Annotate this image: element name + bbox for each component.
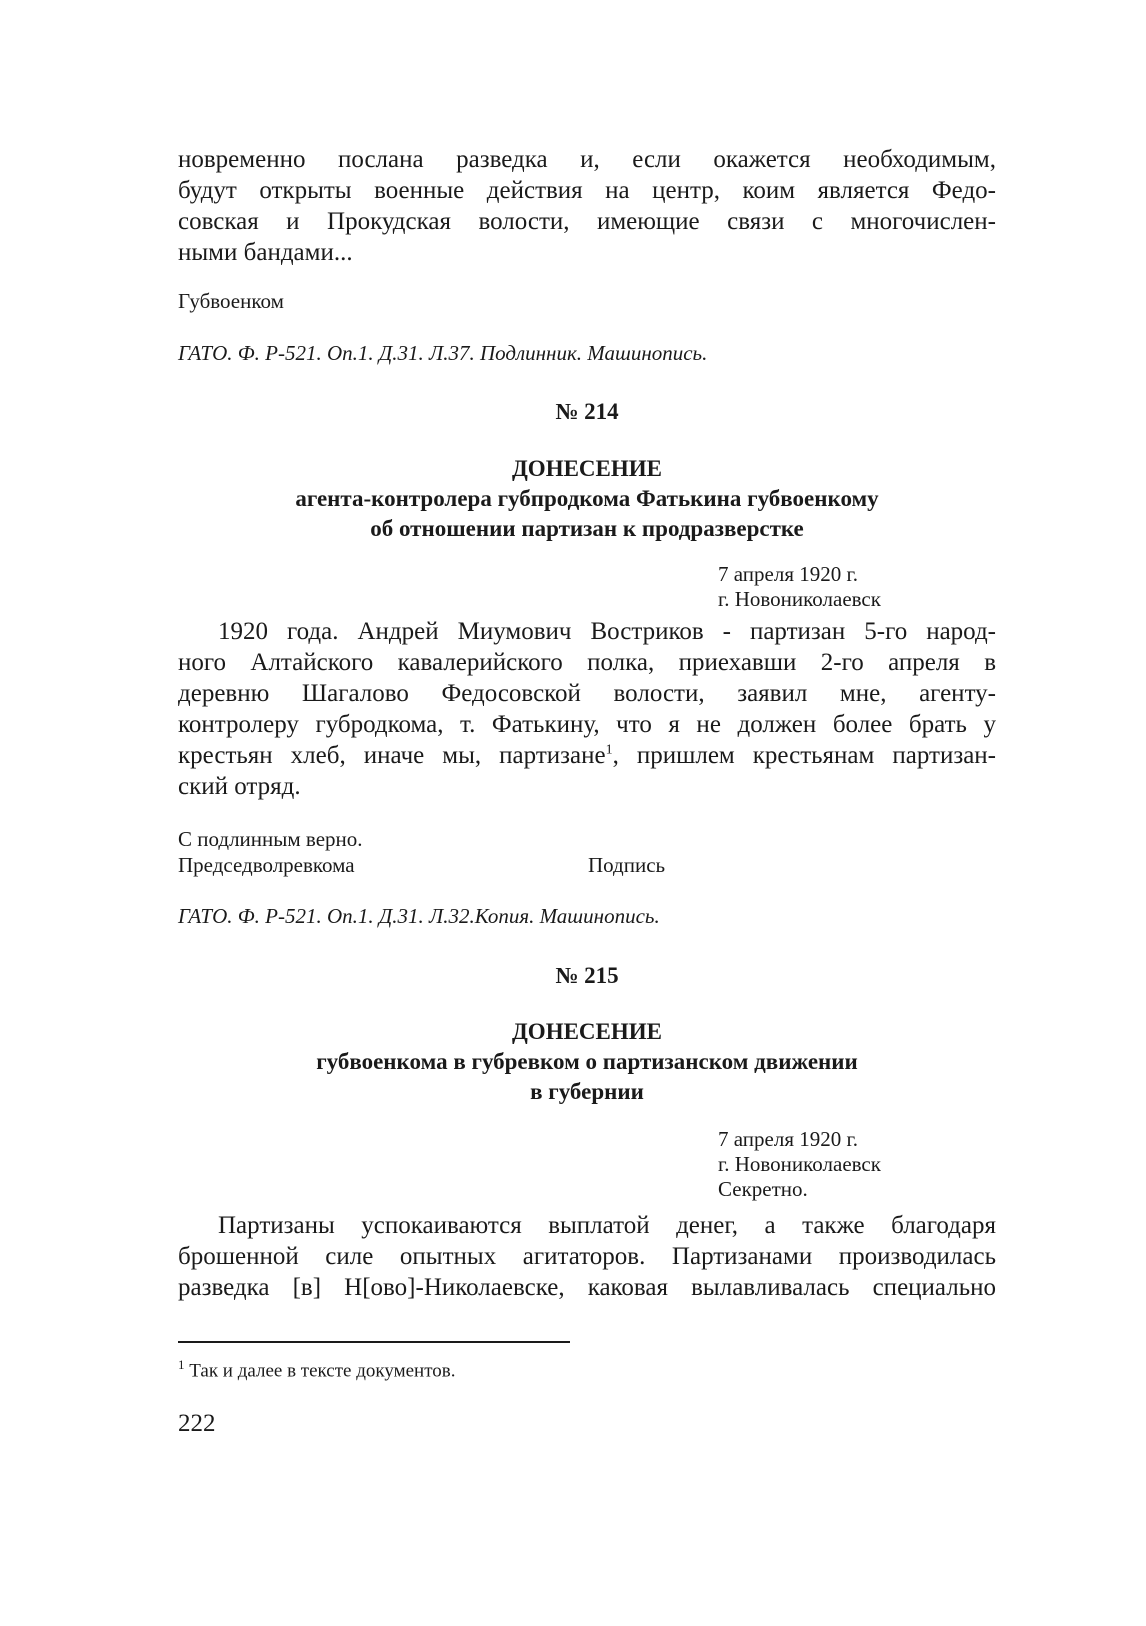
text-line: будут открыты военные действия на центр, коим является Федо- <box>178 177 996 204</box>
document-date: 7 апреля 1920 г. <box>718 1127 858 1151</box>
text-line: ными бандами... <box>178 239 353 266</box>
footnote-text: Так и далее в тексте документов. <box>189 1360 456 1382</box>
date-block <box>718 562 996 612</box>
title-line: в губернии <box>530 1079 644 1104</box>
text-line: брошенной силе опытных агитаторов. Партизанами производилась <box>178 1243 996 1270</box>
text-line: ного Алтайского кавалерийского полка, приехавши 2-го апреля в <box>178 649 996 676</box>
text-fragment: , пришлем крестьянам партизан- <box>612 742 996 769</box>
text-line: разведка [в] Н[ово]-Николаевске, каковая вылавливалась специально <box>178 1274 996 1301</box>
archive-source: ГАТО. Ф. Р-521. Оп.1. Д.31. Л.32.Копия. Машинопись. <box>178 904 660 928</box>
text-line: Партизаны успокаиваются выплатой денег, а также благодаря <box>218 1212 996 1239</box>
text-line: контролеру губродкома, т. Фатькину, что я не должен более брать у <box>178 711 996 738</box>
document-title <box>178 1017 996 1107</box>
footnote-mark: 1 <box>605 742 613 758</box>
document-number: № 214 <box>555 399 619 424</box>
archive-source: ГАТО. Ф. Р-521. Оп.1. Д.31. Л.37. Подлинник. Машинопись. <box>178 341 708 365</box>
top-signature: Губвоенком <box>178 289 284 313</box>
document-place: г. Новониколаевск <box>718 1152 881 1176</box>
document-body <box>178 1210 996 1303</box>
text-line: деревню Шагалово Федосовской волости, заявил мне, агенту- <box>178 680 996 707</box>
document-place: г. Новониколаевск <box>718 587 881 611</box>
text-fragment: крестьян хлеб, иначе мы, партизане <box>178 742 606 769</box>
certified-note: С подлинным верно. <box>178 827 363 851</box>
document-date: 7 апреля 1920 г. <box>718 562 858 586</box>
footnote-number: 1 <box>178 1357 185 1372</box>
footnote-divider <box>178 1341 570 1343</box>
secrecy-mark: Секретно. <box>718 1177 808 1201</box>
title-line: ДОНЕСЕНИЕ <box>511 1019 663 1044</box>
text-line: новременно послана разведка и, если окажется необходимым, <box>178 146 996 173</box>
title-line: ДОНЕСЕНИЕ <box>511 456 663 481</box>
document-title <box>178 454 996 544</box>
page-content <box>178 144 996 1303</box>
title-line: об отношении партизан к продразверстке <box>370 516 804 541</box>
document-number: № 215 <box>555 963 619 988</box>
text-line: совская и Прокудская волости, имеющие связи с многочислен- <box>178 208 996 235</box>
date-block <box>718 1127 996 1202</box>
title-line: агента-контролера губпродкома Фатькина губвоенкому <box>295 486 879 511</box>
text-line: ский отряд. <box>178 773 301 800</box>
document-body <box>178 616 996 802</box>
signature-row <box>178 852 996 878</box>
title-line: губвоенкома в губревком о партизанском движении <box>316 1049 858 1074</box>
continued-paragraph <box>178 144 996 268</box>
page-number: 222 <box>178 1410 216 1437</box>
text-line-with-footnote <box>178 740 996 771</box>
signer-title: Председволревкома <box>178 853 355 877</box>
footnote <box>178 1357 456 1382</box>
text-line: 1920 года. Андрей Миумович Востриков - партизан 5-го народ- <box>218 618 996 645</box>
signature-label: Подпись <box>588 853 666 877</box>
